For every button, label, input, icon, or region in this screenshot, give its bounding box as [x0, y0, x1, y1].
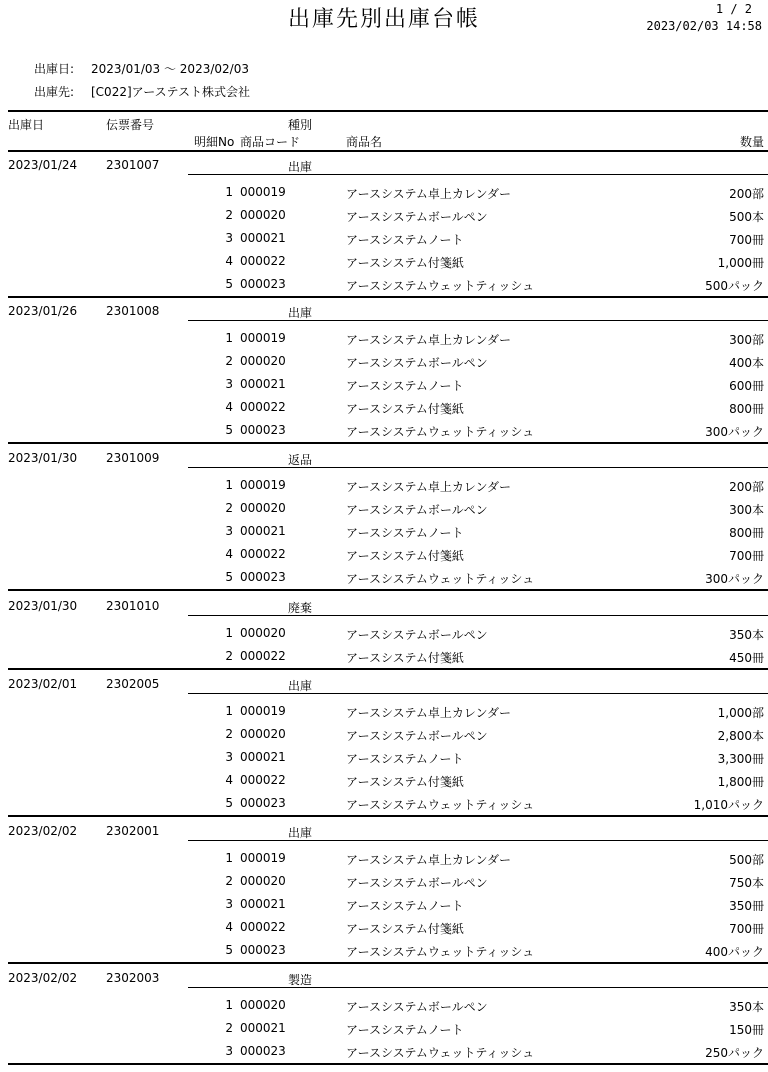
item-line-no: 3	[225, 1044, 233, 1058]
group-date: 2023/01/26	[8, 304, 78, 318]
item-name: アースシステム付箋紙	[346, 402, 464, 416]
item-name: アースシステムウェットティッシュ	[346, 572, 535, 586]
item-name: アースシステム卓上カレンダー	[346, 706, 512, 720]
item-name: アースシステムノート	[346, 526, 464, 540]
item-qty: 1,000冊	[717, 256, 764, 270]
item-code: 000020	[240, 354, 286, 368]
item-line-no: 3	[225, 750, 233, 764]
item-qty: 300パック	[705, 425, 764, 439]
group-sub-rule	[188, 840, 768, 841]
destination-label: 出庫先:	[34, 85, 75, 99]
item-name: アースシステムノート	[346, 379, 464, 393]
item-line-no: 2	[225, 874, 233, 888]
item-qty: 350本	[729, 1000, 764, 1014]
item-name: アースシステムウェットティッシュ	[346, 1046, 535, 1060]
item-code: 000019	[240, 704, 286, 718]
item-line-no: 1	[225, 626, 233, 640]
item-line-no: 4	[225, 773, 233, 787]
item-code: 000023	[240, 277, 286, 291]
item-code: 000021	[240, 750, 286, 764]
group-voucher: 2301008	[106, 304, 160, 318]
item-name: アースシステム付箋紙	[346, 922, 464, 936]
group-date: 2023/01/30	[8, 599, 78, 613]
group-end-rule	[8, 815, 768, 817]
group-voucher: 2302001	[106, 824, 160, 838]
item-name: アースシステムボールペン	[346, 1000, 488, 1014]
item-code: 000022	[240, 547, 286, 561]
item-code: 000022	[240, 649, 286, 663]
item-line-no: 4	[225, 400, 233, 414]
item-line-no: 2	[225, 649, 233, 663]
item-code: 000019	[240, 851, 286, 865]
item-name: アースシステム卓上カレンダー	[346, 187, 512, 201]
group-voucher: 2302005	[106, 677, 160, 691]
item-code: 000021	[240, 1021, 286, 1035]
group-sub-rule	[188, 615, 768, 616]
group-sub-rule	[188, 467, 768, 468]
period-label: 出庫日:	[34, 62, 75, 76]
item-name: アースシステムボールペン	[346, 356, 488, 370]
item-line-no: 3	[225, 231, 233, 245]
item-line-no: 5	[225, 570, 233, 584]
item-name: アースシステムボールペン	[346, 503, 488, 517]
group-end-rule	[8, 668, 768, 670]
item-qty: 200部	[729, 480, 764, 494]
item-line-no: 2	[225, 727, 233, 741]
item-name: アースシステムウェットティッシュ	[346, 279, 535, 293]
item-code: 000022	[240, 773, 286, 787]
item-qty: 300部	[729, 333, 764, 347]
group-end-rule	[8, 296, 768, 298]
item-code: 000022	[240, 400, 286, 414]
header-voucher: 伝票番号	[106, 118, 155, 132]
item-name: アースシステムボールペン	[346, 210, 488, 224]
item-code: 000020	[240, 874, 286, 888]
header-bottom-rule	[8, 150, 768, 152]
item-line-no: 1	[225, 478, 233, 492]
item-code: 000021	[240, 897, 286, 911]
item-code: 000020	[240, 501, 286, 515]
group-sub-rule	[188, 320, 768, 321]
item-name: アースシステム付箋紙	[346, 775, 464, 789]
destination-value: [C022]アーステスト株式会社	[91, 85, 250, 99]
item-line-no: 2	[225, 501, 233, 515]
item-qty: 350冊	[729, 899, 764, 913]
item-name: アースシステムノート	[346, 1023, 464, 1037]
group-end-rule	[8, 442, 768, 444]
item-qty: 400パック	[705, 945, 764, 959]
item-line-no: 2	[225, 1021, 233, 1035]
item-qty: 300本	[729, 503, 764, 517]
item-qty: 700冊	[729, 233, 764, 247]
header-qty: 数量	[739, 135, 764, 149]
item-code: 000023	[240, 796, 286, 810]
header-top-rule	[8, 110, 768, 112]
item-code: 000019	[240, 185, 286, 199]
group-date: 2023/01/30	[8, 451, 78, 465]
item-qty: 250パック	[705, 1046, 764, 1060]
item-name: アースシステム付箋紙	[346, 256, 464, 270]
item-line-no: 5	[225, 796, 233, 810]
item-code: 000023	[240, 1044, 286, 1058]
item-qty: 800冊	[729, 526, 764, 540]
item-line-no: 2	[225, 354, 233, 368]
item-name: アースシステムウェットティッシュ	[346, 945, 535, 959]
group-type: 出庫	[288, 306, 313, 320]
item-name: アースシステムノート	[346, 233, 464, 247]
item-name: アースシステム付箋紙	[346, 549, 464, 563]
group-date: 2023/02/02	[8, 971, 78, 985]
item-qty: 1,800冊	[717, 775, 764, 789]
item-qty: 150冊	[729, 1023, 764, 1037]
item-code: 000021	[240, 524, 286, 538]
item-code: 000022	[240, 920, 286, 934]
item-code: 000023	[240, 943, 286, 957]
item-line-no: 5	[225, 277, 233, 291]
item-code: 000019	[240, 478, 286, 492]
item-qty: 1,000部	[717, 706, 764, 720]
item-code: 000020	[240, 998, 286, 1012]
item-name: アースシステム卓上カレンダー	[346, 853, 512, 867]
report-title: 出庫先別出庫台帳	[287, 7, 480, 32]
item-line-no: 1	[225, 998, 233, 1012]
item-name: アースシステムノート	[346, 899, 464, 913]
item-qty: 400本	[729, 356, 764, 370]
group-end-rule	[8, 589, 768, 591]
item-line-no: 3	[225, 897, 233, 911]
item-name: アースシステム卓上カレンダー	[346, 333, 512, 347]
item-qty: 450冊	[729, 651, 764, 665]
item-line-no: 1	[225, 851, 233, 865]
item-qty: 300パック	[705, 572, 764, 586]
header-code: 商品コード	[240, 135, 301, 149]
item-line-no: 1	[225, 331, 233, 345]
item-name: アースシステムウェットティッシュ	[346, 425, 535, 439]
item-qty: 2,800本	[717, 729, 764, 743]
group-date: 2023/01/24	[8, 158, 78, 172]
header-line-no: 明細No	[194, 135, 235, 149]
item-line-no: 3	[225, 524, 233, 538]
group-voucher: 2302003	[106, 971, 160, 985]
item-line-no: 1	[225, 185, 233, 199]
group-end-rule	[8, 962, 768, 964]
item-qty: 700冊	[729, 549, 764, 563]
item-code: 000023	[240, 570, 286, 584]
item-qty: 500パック	[705, 279, 764, 293]
header-name: 商品名	[346, 135, 383, 149]
item-qty: 800冊	[729, 402, 764, 416]
group-date: 2023/02/01	[8, 677, 78, 691]
item-qty: 500部	[729, 853, 764, 867]
item-code: 000020	[240, 626, 286, 640]
item-qty: 500本	[729, 210, 764, 224]
group-type: 出庫	[288, 826, 313, 840]
item-code: 000022	[240, 254, 286, 268]
item-code: 000021	[240, 377, 286, 391]
item-name: アースシステムボールペン	[346, 729, 488, 743]
item-line-no: 5	[225, 423, 233, 437]
item-line-no: 4	[225, 920, 233, 934]
item-line-no: 4	[225, 254, 233, 268]
group-type: 製造	[288, 973, 313, 987]
item-code: 000023	[240, 423, 286, 437]
item-line-no: 3	[225, 377, 233, 391]
item-qty: 700冊	[729, 922, 764, 936]
period-value: 2023/01/03 ～ 2023/02/03	[91, 62, 249, 76]
group-voucher: 2301010	[106, 599, 160, 613]
group-type: 出庫	[288, 679, 313, 693]
item-qty: 600冊	[729, 379, 764, 393]
item-code: 000020	[240, 208, 286, 222]
item-qty: 1,010パック	[693, 798, 764, 812]
item-line-no: 2	[225, 208, 233, 222]
group-date: 2023/02/02	[8, 824, 78, 838]
item-qty: 200部	[729, 187, 764, 201]
group-type: 出庫	[288, 160, 313, 174]
item-name: アースシステムボールペン	[346, 876, 488, 890]
print-datetime: 2023/02/03 14:58	[646, 19, 762, 33]
item-line-no: 5	[225, 943, 233, 957]
item-qty: 750本	[729, 876, 764, 890]
group-end-rule	[8, 1063, 768, 1065]
item-name: アースシステムウェットティッシュ	[346, 798, 535, 812]
group-type: 廃棄	[288, 601, 313, 615]
header-type: 種別	[288, 118, 313, 132]
item-name: アースシステムボールペン	[346, 628, 488, 642]
item-name: アースシステム付箋紙	[346, 651, 464, 665]
item-qty: 350本	[729, 628, 764, 642]
item-name: アースシステムノート	[346, 752, 464, 766]
group-sub-rule	[188, 987, 768, 988]
group-voucher: 2301007	[106, 158, 160, 172]
item-line-no: 4	[225, 547, 233, 561]
item-code: 000020	[240, 727, 286, 741]
item-name: アースシステム卓上カレンダー	[346, 480, 512, 494]
group-type: 返品	[288, 453, 313, 467]
group-sub-rule	[188, 174, 768, 175]
item-code: 000021	[240, 231, 286, 245]
item-line-no: 1	[225, 704, 233, 718]
item-qty: 3,300冊	[717, 752, 764, 766]
group-voucher: 2301009	[106, 451, 160, 465]
header-date: 出庫日	[8, 118, 45, 132]
group-sub-rule	[188, 693, 768, 694]
page-number: 1 / 2	[715, 2, 752, 16]
item-code: 000019	[240, 331, 286, 345]
